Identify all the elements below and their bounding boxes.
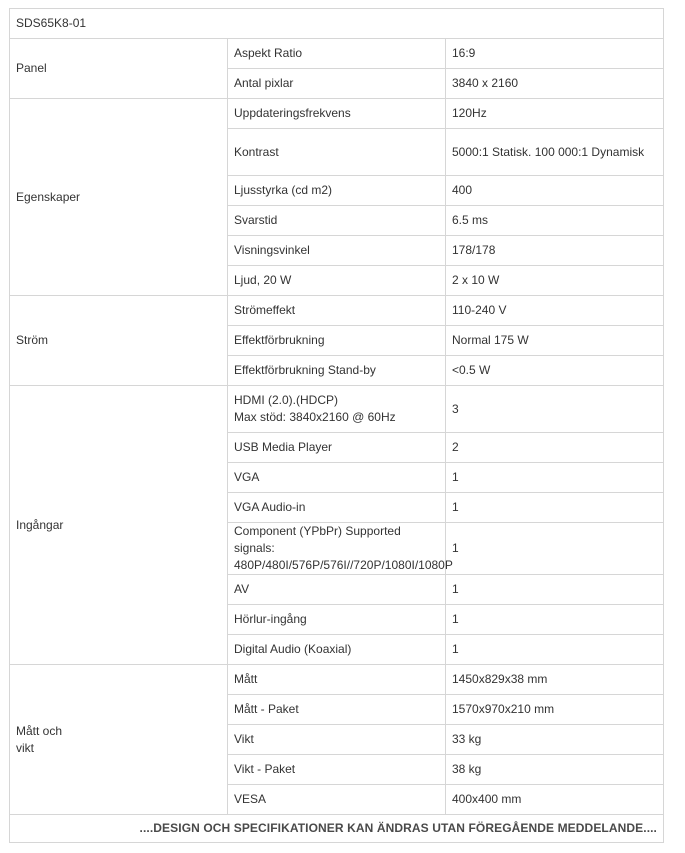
spec-param: Vikt bbox=[228, 725, 446, 755]
spec-value: 33 kg bbox=[446, 725, 664, 755]
spec-row bbox=[10, 665, 664, 695]
group-label: Panel bbox=[10, 39, 228, 99]
title-row bbox=[10, 9, 664, 39]
spec-value: 2 bbox=[446, 433, 664, 463]
spec-param: Kontrast bbox=[228, 129, 446, 176]
spec-table-body bbox=[10, 9, 664, 843]
spec-param: Strömeffekt bbox=[228, 296, 446, 326]
spec-param: Aspekt Ratio bbox=[228, 39, 446, 69]
spec-row bbox=[10, 39, 664, 69]
spec-param: Vikt - Paket bbox=[228, 755, 446, 785]
spec-value: Normal 175 W bbox=[446, 326, 664, 356]
spec-value: 1450x829x38 mm bbox=[446, 665, 664, 695]
spec-value: 1 bbox=[446, 493, 664, 523]
group-label: Egenskaper bbox=[10, 99, 228, 296]
spec-row bbox=[10, 386, 664, 433]
spec-value: <0.5 W bbox=[446, 356, 664, 386]
spec-param: VESA bbox=[228, 785, 446, 815]
spec-value: 400 bbox=[446, 176, 664, 206]
spec-value: 6.5 ms bbox=[446, 206, 664, 236]
spec-value: 38 kg bbox=[446, 755, 664, 785]
disclaimer-text: ....DESIGN OCH SPECIFIKATIONER KAN ÄNDRAS UTAN FÖREGÅENDE MEDDELANDE.... bbox=[10, 815, 664, 843]
spec-row bbox=[10, 99, 664, 129]
spec-value: 1570x970x210 mm bbox=[446, 695, 664, 725]
spec-param: HDMI (2.0).(HDCP) Max stöd: 3840x2160 @ 60Hz bbox=[228, 386, 446, 433]
spec-param: Ljud, 20 W bbox=[228, 266, 446, 296]
spec-value: 1 bbox=[446, 575, 664, 605]
model-title: SDS65K8-01 bbox=[10, 9, 664, 39]
spec-param: Antal pixlar bbox=[228, 69, 446, 99]
spec-param: USB Media Player bbox=[228, 433, 446, 463]
spec-value: 120Hz bbox=[446, 99, 664, 129]
spec-value: 5000:1 Statisk. 100 000:1 Dynamisk bbox=[446, 129, 664, 176]
spec-param: Uppdateringsfrekvens bbox=[228, 99, 446, 129]
group-label: Ingångar bbox=[10, 386, 228, 665]
spec-param: Effektförbrukning bbox=[228, 326, 446, 356]
spec-param: Effektförbrukning Stand-by bbox=[228, 356, 446, 386]
spec-value: 1 bbox=[446, 523, 664, 575]
spec-value: 110-240 V bbox=[446, 296, 664, 326]
spec-param: VGA bbox=[228, 463, 446, 493]
group-label: Mått och vikt bbox=[10, 665, 228, 815]
spec-param: Visningsvinkel bbox=[228, 236, 446, 266]
footer-row bbox=[10, 815, 664, 843]
spec-param: AV bbox=[228, 575, 446, 605]
spec-value: 1 bbox=[446, 605, 664, 635]
spec-value: 3 bbox=[446, 386, 664, 433]
spec-table-container bbox=[9, 8, 664, 843]
spec-value: 1 bbox=[446, 635, 664, 665]
spec-param: Mått bbox=[228, 665, 446, 695]
spec-table bbox=[9, 8, 664, 843]
spec-value: 2 x 10 W bbox=[446, 266, 664, 296]
spec-row bbox=[10, 296, 664, 326]
spec-param: Ljusstyrka (cd m2) bbox=[228, 176, 446, 206]
spec-param: Mått - Paket bbox=[228, 695, 446, 725]
spec-value: 16:9 bbox=[446, 39, 664, 69]
spec-param: Component (YPbPr) Supported signals: 480P/480I/576P/576I//720P/1080I/1080P bbox=[228, 523, 446, 575]
spec-param: Digital Audio (Koaxial) bbox=[228, 635, 446, 665]
spec-value: 178/178 bbox=[446, 236, 664, 266]
spec-param: VGA Audio-in bbox=[228, 493, 446, 523]
spec-value: 3840 x 2160 bbox=[446, 69, 664, 99]
group-label: Ström bbox=[10, 296, 228, 386]
spec-param: Hörlur-ingång bbox=[228, 605, 446, 635]
spec-value: 400x400 mm bbox=[446, 785, 664, 815]
spec-value: 1 bbox=[446, 463, 664, 493]
spec-param: Svarstid bbox=[228, 206, 446, 236]
